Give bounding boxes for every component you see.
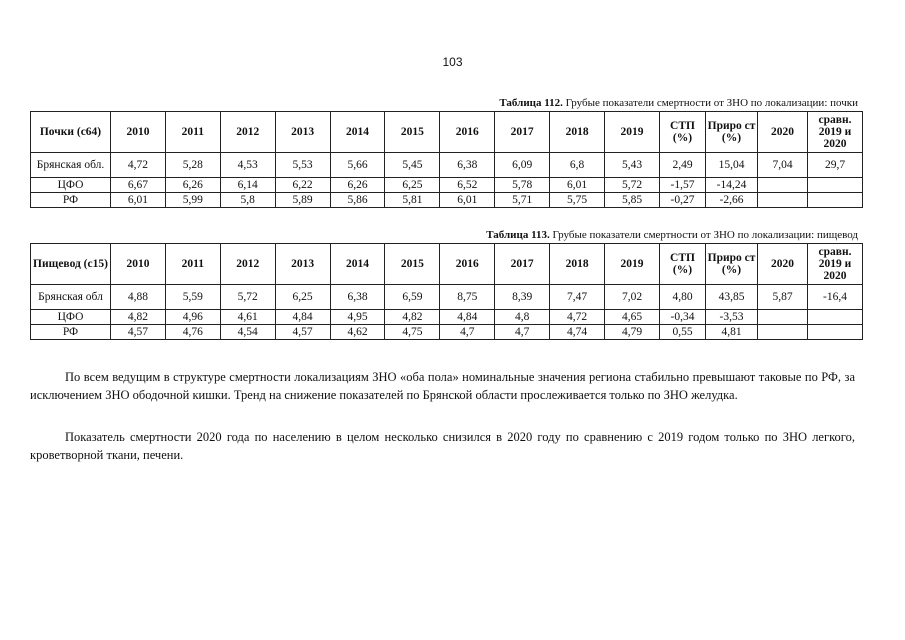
table-113 [30, 243, 863, 340]
value-cell: 4,72 [111, 153, 166, 178]
value-cell: 5,81 [385, 193, 440, 208]
value-cell: 4,75 [385, 325, 440, 340]
value-cell [758, 310, 808, 325]
header-cell: 2017 [495, 244, 550, 285]
value-cell: 6,52 [440, 178, 495, 193]
header-cell: СТП (%) [660, 112, 706, 153]
header-cell: 2020 [758, 112, 808, 153]
value-cell: -16,4 [808, 285, 863, 310]
table-112-caption [499, 97, 858, 109]
value-cell: 5,72 [220, 285, 275, 310]
value-cell: 5,66 [330, 153, 385, 178]
header-cell: сравн. 2019 и 2020 [808, 244, 863, 285]
row-label-cell: РФ [31, 193, 111, 208]
value-cell: 8,39 [495, 285, 550, 310]
value-cell: 5,71 [495, 193, 550, 208]
header-cell: 2015 [385, 244, 440, 285]
value-cell: 43,85 [706, 285, 758, 310]
value-cell: 4,82 [111, 310, 166, 325]
row-label-cell: ЦФО [31, 310, 111, 325]
value-cell: 4,81 [706, 325, 758, 340]
value-cell: 4,96 [165, 310, 220, 325]
header-cell: 2010 [111, 244, 166, 285]
header-cell: 2013 [275, 112, 330, 153]
header-cell: 2013 [275, 244, 330, 285]
header-cell: 2020 [758, 244, 808, 285]
value-cell: 5,86 [330, 193, 385, 208]
row-label-cell: Брянская обл. [31, 153, 111, 178]
header-cell: 2016 [440, 112, 495, 153]
header-cell: Приро ст (%) [706, 244, 758, 285]
table-112-caption-text: Грубые показатели смертности от ЗНО по локализации: почки [562, 97, 858, 109]
row-label-cell: ЦФО [31, 178, 111, 193]
value-cell: 7,47 [550, 285, 605, 310]
table-row [31, 153, 863, 178]
value-cell: 5,89 [275, 193, 330, 208]
header-cell: 2018 [550, 244, 605, 285]
value-cell: 6,01 [440, 193, 495, 208]
value-cell: 4,54 [220, 325, 275, 340]
header-cell: 2019 [605, 244, 660, 285]
value-cell: 6,67 [111, 178, 166, 193]
value-cell: 6,25 [275, 285, 330, 310]
table-row [31, 193, 863, 208]
value-cell: 5,8 [220, 193, 275, 208]
header-cell: 2011 [165, 244, 220, 285]
table-112-caption-number: Таблица 112. [499, 97, 563, 109]
value-cell: 8,75 [440, 285, 495, 310]
value-cell: 4,57 [111, 325, 166, 340]
value-cell: 29,7 [808, 153, 863, 178]
table-row [31, 178, 863, 193]
value-cell: 5,72 [605, 178, 660, 193]
value-cell: -2,66 [706, 193, 758, 208]
value-cell: 5,78 [495, 178, 550, 193]
value-cell: 6,38 [440, 153, 495, 178]
value-cell: 5,59 [165, 285, 220, 310]
value-cell: -1,57 [660, 178, 706, 193]
value-cell: 5,28 [165, 153, 220, 178]
value-cell: 6,26 [330, 178, 385, 193]
value-cell: 6,8 [550, 153, 605, 178]
value-cell: 4,7 [440, 325, 495, 340]
table-header-row [31, 112, 863, 153]
value-cell [808, 325, 863, 340]
header-cell: Приро ст (%) [706, 112, 758, 153]
value-cell: 4,84 [440, 310, 495, 325]
value-cell: 2,49 [660, 153, 706, 178]
table-row [31, 325, 863, 340]
header-cell: 2018 [550, 112, 605, 153]
value-cell: 5,53 [275, 153, 330, 178]
value-cell: 4,80 [660, 285, 706, 310]
value-cell [758, 193, 808, 208]
row-label-cell: РФ [31, 325, 111, 340]
table-header-row [31, 244, 863, 285]
value-cell: 4,95 [330, 310, 385, 325]
value-cell: 4,88 [111, 285, 166, 310]
value-cell: 15,04 [706, 153, 758, 178]
value-cell: 7,02 [605, 285, 660, 310]
value-cell: 6,25 [385, 178, 440, 193]
header-cell: 2012 [220, 244, 275, 285]
header-cell: 2014 [330, 112, 385, 153]
value-cell: 4,74 [550, 325, 605, 340]
body-paragraph: По всем ведущим в структуре смертности локализациям ЗНО «оба пола» номинальные значения региона стабильно превышают таковые по РФ, за исключением ЗНО ободочной кишки. Тренд на снижение показателей по Брянской области прослеживается только по ЗНО желудка. [30, 370, 855, 402]
value-cell: 4,79 [605, 325, 660, 340]
header-cell: 2015 [385, 112, 440, 153]
value-cell: 5,99 [165, 193, 220, 208]
header-cell: 2016 [440, 244, 495, 285]
header-cell: 2010 [111, 112, 166, 153]
table-row [31, 310, 863, 325]
header-cell: 2011 [165, 112, 220, 153]
value-cell: 6,22 [275, 178, 330, 193]
value-cell: 4,65 [605, 310, 660, 325]
value-cell [758, 325, 808, 340]
table-113-caption-text: Грубые показатели смертности от ЗНО по локализации: пищевод [549, 229, 858, 241]
value-cell: 5,45 [385, 153, 440, 178]
value-cell: 4,53 [220, 153, 275, 178]
value-cell [808, 193, 863, 208]
value-cell: 0,55 [660, 325, 706, 340]
value-cell: 6,09 [495, 153, 550, 178]
value-cell: 5,43 [605, 153, 660, 178]
header-cell: СТП (%) [660, 244, 706, 285]
page-number: 103 [442, 55, 463, 69]
table-row [31, 285, 863, 310]
body-paragraph: Показатель смертности 2020 года по населению в целом несколько снизился в 2020 году по сравнению с 2019 годом только по ЗНО легкого, кроветворной ткани, печени. [30, 430, 855, 462]
value-cell: 5,87 [758, 285, 808, 310]
table-113-caption [486, 229, 858, 241]
value-cell: -14,24 [706, 178, 758, 193]
value-cell [808, 178, 863, 193]
value-cell: 6,26 [165, 178, 220, 193]
value-cell: 7,04 [758, 153, 808, 178]
value-cell: 4,57 [275, 325, 330, 340]
header-cell: 2019 [605, 112, 660, 153]
table-113-caption-number: Таблица 113. [486, 229, 550, 241]
header-cell: 2017 [495, 112, 550, 153]
value-cell: 4,7 [495, 325, 550, 340]
value-cell: 4,61 [220, 310, 275, 325]
value-cell [758, 178, 808, 193]
value-cell: 4,8 [495, 310, 550, 325]
header-cell: сравн. 2019 и 2020 [808, 112, 863, 153]
row-label-cell: Брянская обл [31, 285, 111, 310]
value-cell: -0,34 [660, 310, 706, 325]
value-cell [808, 310, 863, 325]
header-cell: Пищевод (с15) [31, 244, 111, 285]
header-cell: Почки (с64) [31, 112, 111, 153]
value-cell: 4,84 [275, 310, 330, 325]
value-cell: 6,14 [220, 178, 275, 193]
value-cell: 6,38 [330, 285, 385, 310]
header-cell: 2012 [220, 112, 275, 153]
value-cell: 4,82 [385, 310, 440, 325]
value-cell: 6,01 [111, 193, 166, 208]
value-cell: -0,27 [660, 193, 706, 208]
value-cell: 6,59 [385, 285, 440, 310]
table-112 [30, 111, 863, 208]
value-cell: -3,53 [706, 310, 758, 325]
value-cell: 5,85 [605, 193, 660, 208]
value-cell: 4,72 [550, 310, 605, 325]
value-cell: 5,75 [550, 193, 605, 208]
value-cell: 4,62 [330, 325, 385, 340]
header-cell: 2014 [330, 244, 385, 285]
value-cell: 4,76 [165, 325, 220, 340]
value-cell: 6,01 [550, 178, 605, 193]
